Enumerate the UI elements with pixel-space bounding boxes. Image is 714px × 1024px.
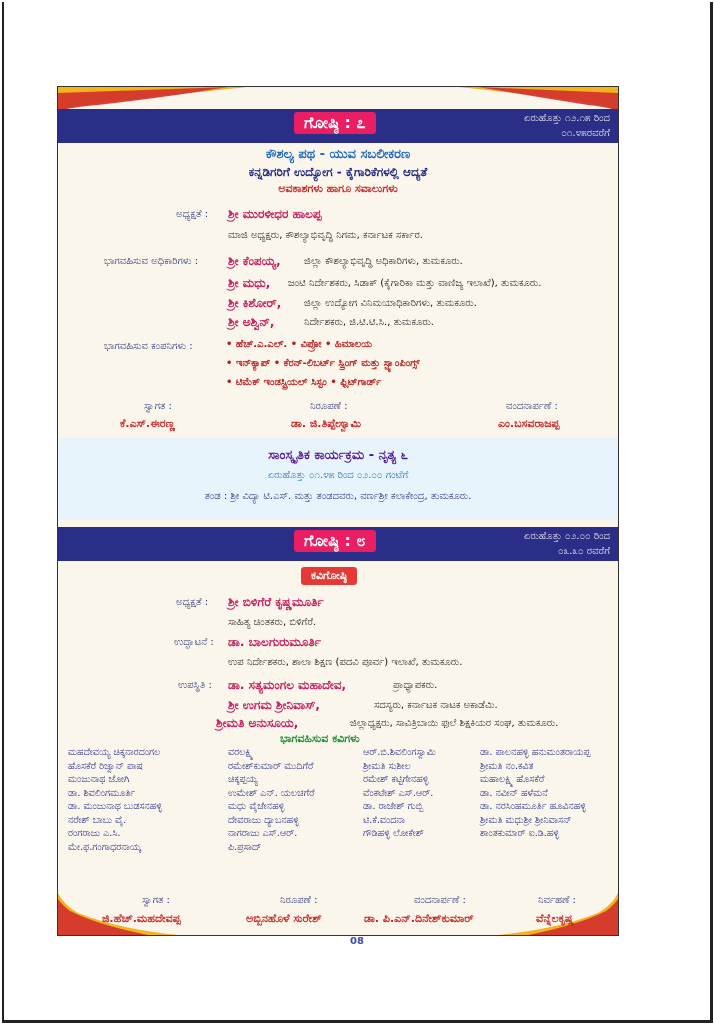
poet-name: ಮಹದೇವಯ್ಯ ಚಿಕ್ಕನಾರದಂಗಲ: [68, 747, 161, 758]
poet-name: ಪಿ.ಪ್ರಸಾದ್: [228, 841, 262, 853]
poet-name: ಡಾ. ರಾಜೇಶ್ ಗುಬ್ಬಿ: [363, 801, 424, 812]
bottom-right-ribbon-decoration: [498, 885, 618, 935]
official-desc: ಜಂಟಿ ನಿರ್ದೇಶಕರು, ಸಿಡಾಕ್ (ಕೈಗಾರಿಕಾ ಮತ್ತು ವಾಣಿಜ್ಯ ಇಲಾಖೆ), ತುಮಕೂರು.: [288, 278, 542, 289]
goshti8-title: ಗೋಷ್ಠಿ : ೮: [294, 530, 376, 552]
goshti7-adhyaksha-label: ಅಧ್ಯಕ್ಷತೆ :: [176, 209, 209, 220]
goshti7-officials-label: ಭಾಗವಹಿಸುವ ಅಧಿಕಾರಿಗಳು :: [104, 256, 199, 267]
cultural-program-section: [58, 438, 618, 520]
goshti8-adhyaksha-label: ಅಧ್ಯಕ್ಷತೆ :: [176, 597, 209, 608]
poet-name: ಟಿ.ಕೆ.ವಂದನಾ: [363, 814, 405, 826]
goshti7-nirupane-label: ನಿರೂಪಣೆ :: [310, 401, 348, 412]
upasthiti-name: ಡಾ. ಸತ್ಯಮಂಗಲ ಮಹಾದೇವ,: [228, 678, 347, 692]
poet-name: ರಮೇಶ್ ಕಟ್ಟಿಗೇನಹಳ್ಳಿ: [363, 774, 429, 785]
goshti8-upasthiti-label: ಉಪಸ್ಥಿತಿ :: [178, 680, 212, 691]
poet-name: ಮಧು ವೈಜೇನಹಳ್ಳಿ: [228, 801, 285, 812]
goshti8-nirupane-label: ನಿರೂಪಣೆ :: [280, 895, 318, 906]
goshti7-heading2: ಕನ್ನಡಿಗರಿಗೆ ಉದ್ಯೋಗ - ಕೈಗಾರಿಕೆಗಳಲ್ಲಿ ಆದ್ಯತೆ: [248, 165, 428, 179]
goshti7-nirupane-name: ಡಾ. ಜಿ.ತಿಪ್ಪೇಸ್ವಾಮಿ: [291, 417, 362, 430]
goshti8-udghatane-name: ಡಾ. ಬಾಲಗುರುಮೂರ್ತಿ: [228, 635, 321, 649]
poet-name: ರಮೇಶ್‌ಕುಮಾರ್ ಮುದಿಗೆರೆ: [228, 760, 314, 772]
poet-name: ಗೌಡಿಹಳ್ಳಿ ಲೋಕೇಶ್: [363, 828, 425, 839]
cultural-title: ಸಾಂಸ್ಕೃತಿಕ ಕಾರ್ಯಕ್ರಮ - ನೃತ್ಯ ೬: [268, 448, 408, 463]
top-left-ribbon-decoration: [58, 87, 248, 111]
goshti7-vandane-name: ಎಂ.ಬಸವರಾಜಪ್ಪ: [498, 417, 560, 430]
poet-name: ಡಾ. ಮಂಜುನಾಥ ಬುಡಸನಹಳ್ಳಿ: [68, 801, 163, 812]
poet-name: ಉಮೇಶ್ ಎನ್. ಯಲಚಗೆರೆ: [228, 787, 315, 799]
official-name: ಶ್ರೀ ಕಿಶೋರ್,: [228, 296, 282, 310]
official-desc: ಜಿಲ್ಲಾ ಉದ್ಯೋಗ ವಿನಿಮಯಾಧಿಕಾರಿಗಳು, ತುಮಕೂರು.: [304, 298, 477, 309]
poet-name: ವೆಂಕಟೇಶ್ ಎಸ್.ಆರ್.: [363, 787, 434, 799]
poet-name: ರಂಗರಾಜು ಎ.ಸಿ.: [68, 828, 121, 839]
upasthiti-desc: ಜಿಲ್ಲಾಧ್ಯಕ್ಷರು, ಸಾವಿತ್ರಿಬಾಯಿ ಫುಲೆ ಶಿಕ್ಷಕಿಯರ ಸಂಘ, ತುಮಕೂರು.: [350, 718, 559, 729]
upasthiti-desc: ಸದಸ್ಯರು, ಕರ್ನಾಟಕ ನಾಟಕ ಅಕಾಡೆಮಿ.: [374, 700, 498, 711]
official-desc: ಜಿಲ್ಲಾ ಕೌಶಲ್ಯಾಭಿವೃದ್ಧಿ ಅಧಿಕಾರಿಗಳು, ತುಮಕೂರು.: [304, 256, 463, 267]
poet-name: ವರಲಕ್ಷ್ಮಿ: [228, 747, 254, 758]
goshti8-time: [474, 529, 610, 559]
kavigoshti-badge: ಕವಿಗೋಷ್ಠಿ: [301, 567, 357, 585]
poet-name: ಮಂಜುನಾಥ ಜೋಗಿ: [68, 774, 130, 785]
poet-name: ನಾಗರಾಜು ಎಸ್.ಆರ್.: [228, 828, 298, 839]
goshti8-time-line1: ಏರುಹೊತ್ತು ೦೨.೦೦ ರಿಂದ: [523, 531, 610, 542]
official-desc: ನಿರ್ದೇಶಕರು, ಜಿ.ಟಿ.ಟಿ.ಸಿ., ತುಮಕೂರು.: [304, 317, 434, 328]
poet-name: ಶ್ರೀಮತಿ ಮಧುಶ್ರೀ ಶ್ರೀನಿವಾಸನ್: [480, 814, 572, 826]
poets-column: [480, 746, 590, 841]
goshti7-time: [474, 111, 610, 141]
bottom-left-ribbon-decoration: [58, 885, 178, 935]
upasthiti-desc: ಪ್ರಾಧ್ಯಾಪಕರು.: [393, 680, 438, 691]
companies-line: • ಹೆಚ್.ಎ.ಎಲ್. • ವಿಪ್ರೋ • ಹಿಮಾಲಯ: [226, 339, 372, 350]
goshti8-nirvahane-label: ನಿರ್ವಹಣೆ :: [538, 895, 576, 906]
goshti8-adhyaksha-desc: ಸಾಹಿತ್ಯ ಚಿಂತಕರು, ಬಿಳಿಗೆರೆ.: [228, 617, 317, 628]
goshti8-swagata-name: ಜಿ.ಹೆಚ್.ಮಹದೇವಪ್ಪ: [102, 912, 181, 925]
poet-name: ಡಾ. ಪಾಲನಹಳ್ಳಿ ಹನುಮಂತರಾಯಪ್ಪ: [480, 747, 591, 758]
poet-name: ದೇವರಾಜು ದ್ಯಾಬನಹಳ್ಳಿ: [228, 814, 300, 826]
poets-column: [363, 746, 436, 841]
goshti8-adhyaksha-name: ಶ್ರೀ ಬಿಳಿಗೆರೆ ಕೃಷ್ಣಮೂರ್ತಿ: [228, 595, 324, 609]
upasthiti-name: ಶ್ರೀ ಉಗಮ ಶ್ರೀನಿವಾಸ್,: [228, 698, 320, 712]
goshti7-adhyaksha-desc: ಮಾಜಿ ಅಧ್ಯಕ್ಷರು, ಕೌಶಲ್ಯಾಭಿವೃದ್ಧಿ ನಿಗಮ, ಕರ್ನಾಟಕ ಸರ್ಕಾರ.: [228, 230, 423, 241]
poet-name: ನರೇಶ್ ಬಾಬು ವೈ.: [68, 814, 127, 826]
poet-name: ಶಾಂತಕುಮಾರ್ ಐ.ಡಿ.ಹಳ್ಳಿ: [480, 828, 560, 839]
goshti7-swagata-label: ಸ್ವಾಗತ :: [144, 401, 172, 412]
poets-column: [68, 746, 162, 854]
cultural-time: ಏರುಹೊತ್ತು ೦೧.೪೫ ರಿಂದ ೦೨.೦೦ ಗಂಟೆಗೆ: [267, 470, 409, 481]
goshti7-time-line2: ೦೧.೪೫ರವರೆಗೆ: [561, 128, 610, 139]
official-name: ಶ್ರೀ ಕೆಂಪಯ್ಯ,: [228, 254, 281, 268]
poet-name: ಆರ್.ಬಿ.ಶಿವಲಿಂಗಸ್ವಾಮಿ: [363, 747, 436, 758]
upasthiti-name: ಶ್ರೀಮತಿ ಅನುಸೂಯ,: [216, 716, 299, 730]
goshti8-header-band: [58, 527, 618, 561]
official-name: ಶ್ರೀ ಅಶ್ವಿನ್,: [228, 315, 275, 329]
poets-heading: ಭಾಗವಹಿಸುವ ಕವಿಗಳು: [280, 732, 360, 745]
companies-line: • ಇನ್‌ಕ್ಯಾಪ್ • ಕೆರನ್-ಲಿಬರ್ಟ್ ಸ್ಪ್ರಿಂಗ್ ಮತ್ತು ಸ್ಟ್ಯಾಂಪಿಂಗ್ಸ್: [226, 358, 420, 369]
cultural-tanda: ತಂಡ : ಶ್ರೀ ವಿದ್ಯಾ ಟಿ.ಎಸ್. ಮತ್ತು ತಂಡದವರು, ವರ್ಣಶ್ರೀ ಕಲಾಕೇಂದ್ರ, ತುಮಕೂರು.: [204, 491, 472, 502]
goshti8-time-line2: ೦೩.೩೦ ರವರೆಗೆ: [558, 546, 610, 557]
goshti7-subtitle: ಕೌಶಲ್ಯ ಪಥ - ಯುವ ಸಬಲೀಕರಣ: [265, 147, 411, 162]
poet-name: ಡಾ. ಶಿವಲಿಂಗಮೂರ್ತಿ: [68, 787, 136, 799]
goshti8-swagata-label: ಸ್ವಾಗತ :: [142, 895, 170, 906]
goshti8-vandane-name: ಡಾ. ಪಿ.ಎನ್.ದಿನೇಶ್‌ಕುಮಾರ್: [364, 912, 474, 925]
goshti8-udghatane-desc: ಉಪ ನಿರ್ದೇಶಕರು, ಶಾಲಾ ಶಿಕ್ಷಣ (ಪದವಿ ಪೂರ್ವ) ಇಲಾಖೆ, ತುಮಕೂರು.: [228, 657, 463, 668]
poet-name: ಶ್ರೀಮತಿ ಸುಶೀಲ: [363, 760, 411, 772]
goshti8-nirvahane-name: ವೆನ್ನೆಲಕೃಷ್ಣ: [536, 912, 574, 925]
companies-line: • ಟಿಮೆಕ್ ಇಂಡಸ್ಟ್ರಿಯಲ್ ಸಿಸ್ಟಂ • ಫ್ಲಿಟ್‌ಗಾರ್ಡ್: [226, 377, 382, 388]
goshti7-title: ಗೋಷ್ಠಿ : ೭: [294, 112, 376, 134]
page-number: 08: [350, 936, 364, 947]
goshti7-heading3: ಅವಕಾಶಗಳು ಹಾಗೂ ಸವಾಲುಗಳು: [278, 182, 398, 195]
poet-name: ಚಿಕ್ಕಪ್ಪಯ್ಯ: [228, 774, 258, 785]
goshti7-vandane-label: ವಂದನಾರ್ಪಣೆ :: [506, 401, 558, 412]
goshti8-udghatane-label: ಉದ್ಘಾಟನೆ :: [174, 637, 214, 648]
poets-column: [228, 746, 315, 854]
goshti7-companies-label: ಭಾಗವಹಿಸುವ ಕಂಪನಿಗಳು :: [104, 341, 193, 352]
goshti7-adhyaksha-name: ಶ್ರೀ ಮುರಳೀಧರ ಹಾಲಪ್ಪ: [228, 207, 322, 221]
poet-name: ಶ್ರೀಮತಿ ನಂ.ಕವಿತ: [480, 760, 534, 772]
poet-name: ಮೇ.ಫ.ಗಂಗಾಧರನಾಯ್ಕ: [68, 841, 141, 853]
poet-name: ಡಾ. ನವೀನ್ ಹಳೆಮನೆ: [480, 787, 548, 799]
goshti7-header-band: [58, 109, 618, 143]
top-right-ribbon-decoration: [458, 87, 618, 111]
program-card: [57, 86, 619, 936]
poet-name: ಮಹಾಲಕ್ಷ್ಮಿ ಹೊಸಕೆರೆ: [480, 774, 545, 785]
goshti8-vandane-label: ವಂದನಾರ್ಪಣೆ :: [414, 895, 466, 906]
goshti8-nirupane-name: ಅಬ್ಬಿನಹೊಳೆ ಸುರೇಶ್: [246, 912, 322, 925]
goshti7-time-line1: ಏರುಹೊತ್ತು ೧೨.೧೫ ರಿಂದ: [523, 113, 610, 124]
poet-name: ಡಾ. ನರಸಿಂಹಮೂರ್ತಿ ಹೂವಿನಹಳ್ಳಿ: [480, 801, 587, 812]
poet-name: ಹೊಸಕೆರೆ ರಿಜ್ವಾನ್ ಪಾಷ: [68, 760, 143, 772]
official-name: ಶ್ರೀ ಮಧು,: [228, 276, 271, 290]
goshti7-swagata-name: ಕೆ.ಎಸ್.ಈರಣ್ಣ: [120, 417, 175, 430]
